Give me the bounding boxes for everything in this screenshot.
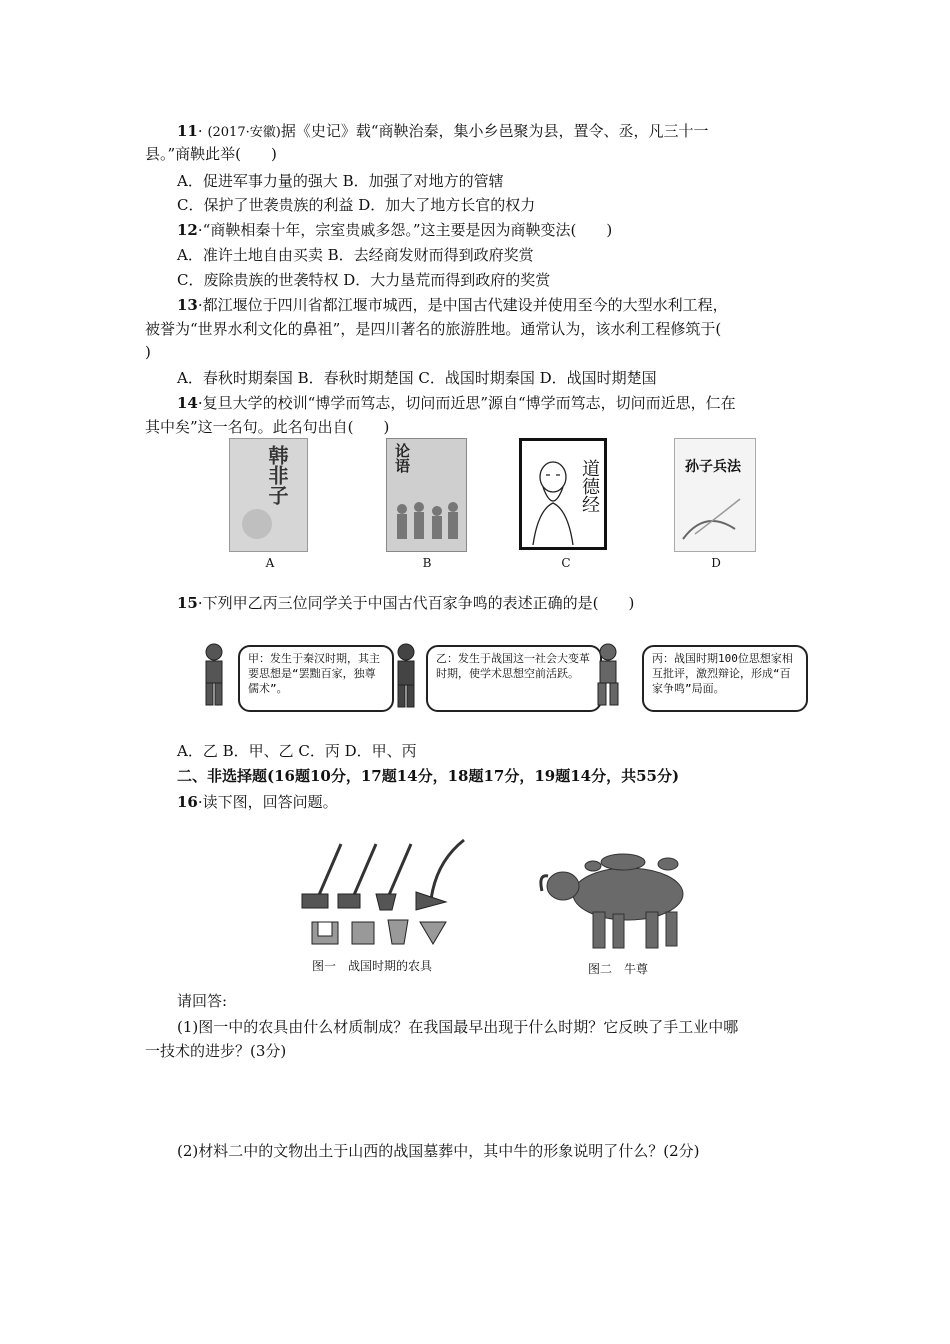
q13-line1: 13·都江堰位于四川省都江堰市城西，是中国古代建设并使用至今的大型水利工程，: [177, 296, 728, 314]
q11-options-ab: A．促进军事力量的强大 B．加强了对地方的管辖: [177, 172, 504, 190]
q16-sub1-line1: (1)图一中的农具由什么材质制成？在我国最早出现于什么时期？它反映了手工业中哪: [177, 1018, 739, 1036]
book-cover-c: [519, 438, 607, 550]
speech-bubble-yi: 乙：发生于战国这一社会大变革时期，使学术思想空前活跃。: [426, 645, 602, 712]
q16-prompt: 请回答:: [177, 992, 228, 1010]
book-d-caption: D: [711, 556, 721, 570]
q13-stem-3: ): [145, 343, 151, 361]
q11-number: 11: [177, 122, 198, 140]
q16-sub1-line2: 一技术的进步？(3分): [145, 1042, 287, 1060]
q14-line1: 14·复旦大学的校训“博学而笃志，切问而近思”源自“博学而笃志，切问而近思，仁在: [177, 394, 736, 412]
book-cover-d: [674, 438, 756, 552]
q12-options-cd: C．废除贵族的世袭特权 D．大力垦荒而得到政府的奖赏: [177, 271, 551, 289]
speech-bubble-jia: 甲：发生于秦汉时期，其主要思想是“罢黜百家，独尊儒术”。: [238, 645, 394, 712]
student-jia-figure: [196, 642, 236, 712]
q16-sub2: (2)材料二中的文物出土于山西的战国墓葬中，其中牛的形象说明了什么？(2分): [177, 1142, 700, 1160]
q13-stem-1: 都江堰位于四川省都江堰市城西，是中国古代建设并使用至今的大型水利工程，: [202, 296, 728, 314]
q13-options: A．春秋时期秦国 B．春秋时期楚国 C．战国时期秦国 D．战国时期楚国: [177, 369, 657, 387]
q12-options-ab: A．准许土地自由买卖 B．去经商发财而得到政府奖赏: [177, 246, 534, 264]
section2-title: 二、非选择题(16题10分，17题14分，18题17分，19题14分，共55分): [177, 767, 680, 785]
book-c-caption: C: [561, 556, 571, 570]
book-c-title: 道德经: [579, 459, 600, 513]
q16-stem: 读下图，回答问题。: [202, 793, 338, 811]
q13-stem-2: 被誉为“世界水利文化的鼻祖”，是四川著名的旅游胜地。通常认为，该水利工程修筑于(: [145, 320, 722, 338]
book-b-title: 论语: [393, 443, 411, 473]
student-bing-figure: [588, 642, 628, 712]
q11-source: (2017·安徽): [207, 125, 281, 140]
q14-stem-2: 其中矣”这一名句。此名句出自( ): [145, 418, 390, 436]
q13-number: 13: [177, 296, 198, 314]
book-a-caption: A: [265, 556, 275, 570]
q12-line: 12·“商鞅相秦十年，宗室贵戚多怨。”这主要是因为商鞅变法( ): [177, 221, 613, 239]
q12-stem: “商鞅相秦十年，宗室贵戚多怨。”这主要是因为商鞅变法( ): [202, 221, 613, 239]
q15-number: 15: [177, 594, 198, 612]
q12-number: 12: [177, 221, 198, 239]
ox-zun-illustration: [538, 846, 708, 956]
q15-options: A．乙 B．甲、乙 C．丙 D．甲、丙: [177, 742, 417, 760]
q11-options-cd: C．保护了世袭贵族的利益 D．加大了地方长官的权力: [177, 196, 536, 214]
q15-stem: 下列甲乙丙三位同学关于中国古代百家争鸣的表述正确的是( ): [202, 594, 635, 612]
q15-line: 15·下列甲乙丙三位同学关于中国古代百家争鸣的表述正确的是( ): [177, 594, 635, 612]
q11-stem-1: 据《史记》载“商鞅治秦，集小乡邑聚为县，置令、丞，凡三十一: [280, 122, 709, 140]
q11-stem-2: 县。”商鞅此举( ): [145, 145, 277, 163]
figure1-caption: 图一 战国时期的农具: [312, 959, 433, 973]
q14-stem-1: 复旦大学的校训“博学而笃志，切问而近思”源自“博学而笃志，切问而近思，仁在: [202, 394, 736, 412]
q16-line: 16·读下图，回答问题。: [177, 793, 338, 811]
book-cover-a: [229, 438, 308, 552]
book-cover-b: [386, 438, 467, 552]
q14-number: 14: [177, 394, 198, 412]
book-d-title: 孙子兵法: [685, 459, 741, 475]
q16-number: 16: [177, 793, 198, 811]
student-yi-figure: [386, 642, 426, 712]
book-a-title: 韩非子: [265, 445, 289, 505]
speech-bubble-bing: 丙：战国时期100位思想家相互批评，激烈辩论，形成“百家争鸣”局面。: [642, 645, 808, 712]
figure2-caption: 图二 牛尊: [588, 962, 649, 976]
farm-tools-illustration: [296, 832, 476, 948]
q11-line1: 11· (2017·安徽)据《史记》载“商鞅治秦，集小乡邑聚为县，置令、丞，凡三十一: [177, 122, 709, 140]
book-b-caption: B: [422, 556, 432, 570]
